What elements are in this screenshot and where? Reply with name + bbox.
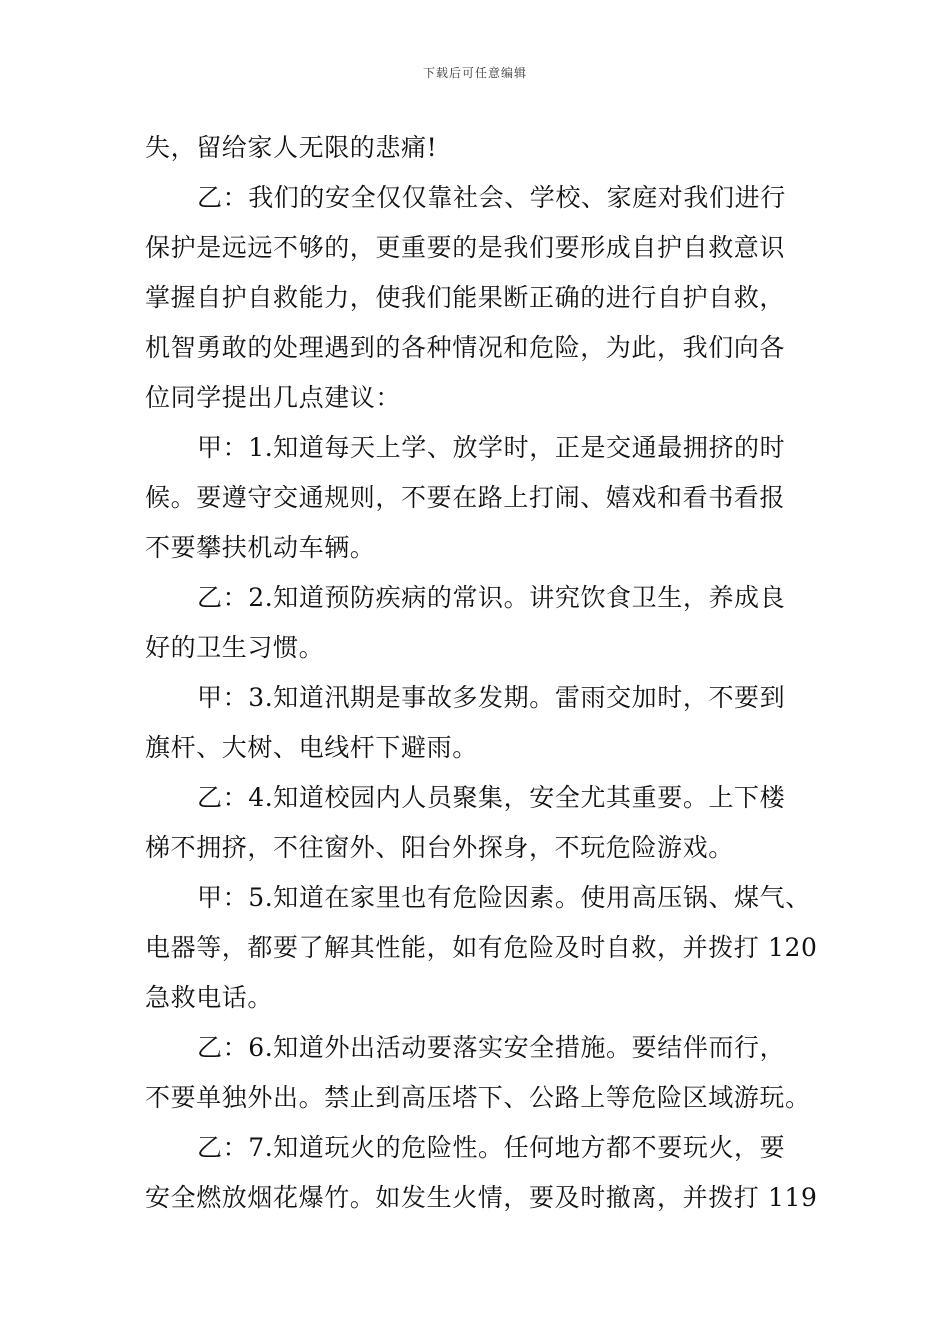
text-line: 梯不拥挤，不往窗外、阳台外探身，不玩危险游戏。: [145, 833, 734, 862]
document-body: [145, 123, 817, 1223]
text-line: 机智勇敢的处理遇到的各种情况和危险，为此，我们向各: [145, 333, 786, 362]
text-line: 不要攀扶机动车辆。: [145, 533, 376, 562]
text-line: 乙：我们的安全仅仅靠社会、学校、家庭对我们进行: [197, 183, 786, 212]
text-line: 安全燃放烟花爆竹。如发生火情，要及时撤离，并拨打 119: [145, 1183, 818, 1212]
text-line: 乙：4.知道校园内人员聚集，安全尤其重要。上下楼: [197, 783, 786, 812]
text-line: 甲：3.知道汛期是事故多发期。雷雨交加时，不要到: [197, 683, 786, 712]
text-line: 不要单独外出。禁止到高压塔下、公路上等危险区域游玩。: [145, 1083, 811, 1112]
text-line: 甲：1.知道每天上学、放学时，正是交通最拥挤的时: [197, 433, 786, 462]
text-line: 好的卫生习惯。: [145, 633, 325, 662]
text-line: 乙：7.知道玩火的危险性。任何地方都不要玩火，要: [197, 1133, 786, 1162]
text-line: 急救电话。: [145, 983, 274, 1012]
text-line: 保护是远远不够的，更重要的是我们要形成自护自救意识: [145, 233, 786, 262]
text-line: 电器等，都要了解其性能，如有危险及时自救，并拨打 120: [145, 933, 818, 962]
text-line: 候。要遵守交通规则，不要在路上打闹、嬉戏和看书看报: [145, 483, 786, 512]
text-line: 旗杆、大树、电线杆下避雨。: [145, 733, 478, 762]
text-line: 失，留给家人无限的悲痛!: [145, 133, 438, 162]
text-line: 位同学提出几点建议：: [145, 383, 402, 412]
text-line: 乙：6.知道外出活动要落实安全措施。要结伴而行，: [197, 1033, 786, 1062]
text-line: 甲：5.知道在家里也有危险因素。使用高压锅、煤气、: [197, 883, 811, 912]
text-line: 掌握自护自救能力，使我们能果断正确的进行自护自救，: [145, 283, 786, 312]
page-header-note: 下载后可任意编辑: [422, 66, 527, 80]
text-line: 乙：2.知道预防疾病的常识。讲究饮食卫生，养成良: [197, 583, 786, 612]
